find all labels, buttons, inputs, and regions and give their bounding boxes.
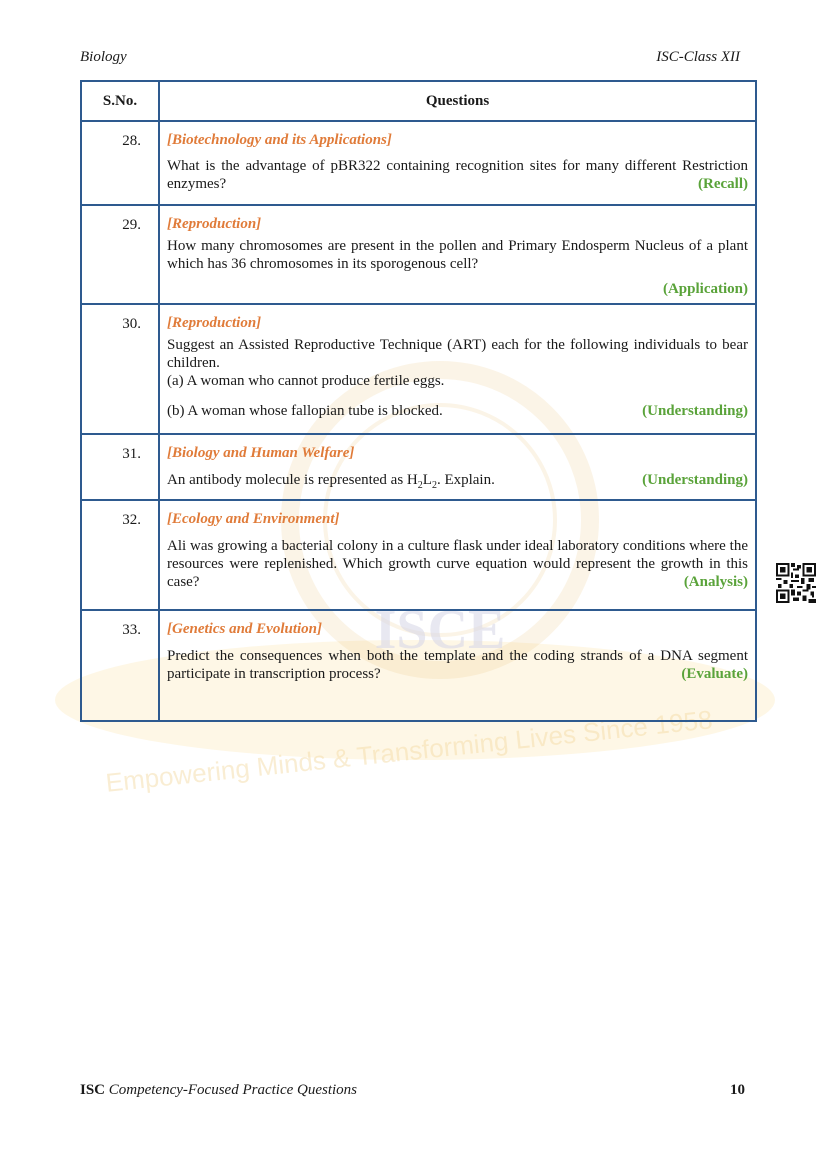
question-part-a: (a) A woman who cannot produce fertile eggs. — [167, 373, 445, 389]
question-number: 33. — [81, 610, 159, 721]
question-text: What is the advantage of pBR322 containing recognition sites for many different Restriction enzymes? — [167, 158, 748, 192]
question-number: 31. — [81, 434, 159, 500]
question-level: (Recall) — [698, 176, 748, 192]
header-class: ISC-Class XII — [656, 49, 740, 65]
question-cell — [159, 121, 756, 205]
question-level: (Understanding) — [642, 472, 748, 488]
table-row — [81, 610, 756, 721]
question-level: (Application) — [662, 281, 748, 297]
table-row — [81, 121, 756, 205]
question-text: Suggest an Assisted Reproductive Technique (ART) each for the following individuals to bear children. — [167, 337, 748, 371]
question-number: 30. — [81, 304, 159, 434]
questions-table — [80, 80, 757, 722]
question-text: How many chromosomes are present in the pollen and Primary Endosperm Nucleus of a plant which has 36 chromosomes in its sporogenous cell? — [167, 238, 748, 272]
footer-subtitle: Competency-Focused Practice Questions — [108, 1082, 358, 1098]
table-row — [81, 434, 756, 500]
column-header-sno: S.No. — [81, 81, 159, 121]
question-number: 28. — [81, 121, 159, 205]
page-footer — [80, 1082, 745, 1102]
table-row — [81, 500, 756, 610]
question-text: Ali was growing a bacterial colony in a culture flask under ideal laboratory conditions where the resources were replenished. Which growth curve equation would represent the growth in this case? — [167, 538, 748, 590]
question-number: 32. — [81, 500, 159, 610]
question-topic: [Reproduction] — [167, 315, 262, 331]
question-level: (Understanding) — [642, 403, 748, 419]
page-number: 10 — [730, 1082, 745, 1098]
question-number: 29. — [81, 205, 159, 304]
question-level: (Analysis) — [683, 574, 748, 590]
question-part-b: (b) A woman whose fallopian tube is blocked. — [167, 403, 443, 419]
question-topic: [Biology and Human Welfare] — [167, 445, 355, 461]
table-row — [81, 304, 756, 434]
question-cell — [159, 610, 756, 721]
question-cell — [159, 205, 756, 304]
question-topic: [Reproduction] — [167, 216, 262, 232]
page-header — [80, 49, 740, 69]
question-text: An antibody molecule is represented as $H_2L_2$. Explain. — [167, 472, 495, 491]
watermark-tagline: Empowering Minds & Transforming Lives Since 1958 — [104, 704, 714, 798]
question-topic: [Biotechnology and its Applications] — [167, 132, 392, 148]
column-header-questions: Questions — [159, 81, 756, 121]
question-cell — [159, 500, 756, 610]
footer-brand: ISC — [80, 1082, 106, 1098]
question-cell — [159, 304, 756, 434]
header-subject: Biology — [80, 49, 127, 65]
question-level: (Evaluate) — [681, 666, 748, 682]
watermark-name: ISCE — [374, 599, 506, 661]
question-topic: [Ecology and Environment] — [167, 511, 340, 527]
question-topic: [Genetics and Evolution] — [167, 621, 323, 637]
qr-code-icon[interactable] — [776, 563, 816, 603]
table-row — [81, 205, 756, 304]
footer-title — [80, 1082, 357, 1099]
question-text: Predict the consequences when both the template and the coding strands of a DNA segment participate in transcription process? — [167, 648, 748, 682]
question-cell — [159, 434, 756, 500]
